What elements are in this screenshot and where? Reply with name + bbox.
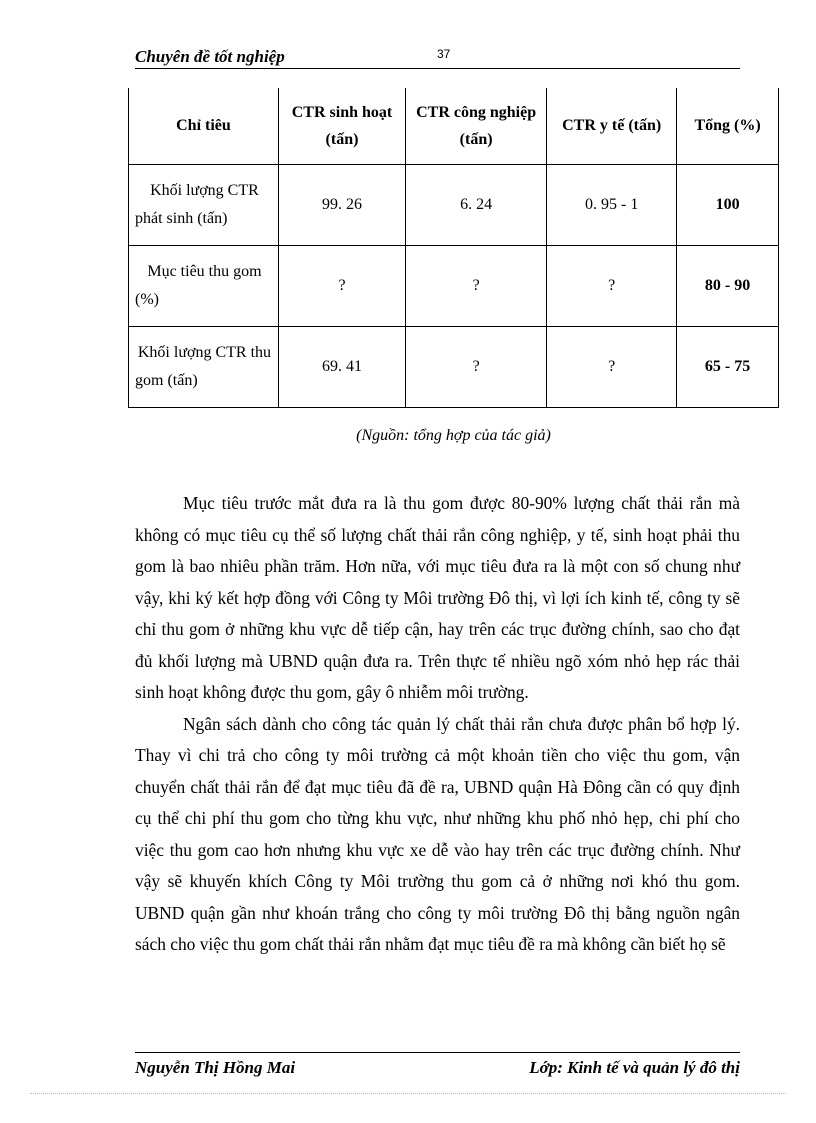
paragraph: Ngân sách dành cho công tác quản lý chất thải rắn chưa được phân bổ hợp lý. Thay vì chi trả cho công ty môi trường cả một khoản tiền cho việc thu gom, vận chuyển chất thải rắn để đạt mục tiêu đã đề ra, UBND quận Hà Đông cần có quy định cụ thể chi phí thu gom cho từng khu vực, như những khu phố nhỏ hẹp, chi phí cho việc thu gom cao hơn nhưng khu vực xe dễ vào hay trên các trục đường chính. Như vậy sẽ khuyến khích Công ty Môi trường thu gom cả ở những nơi khó thu gom. UBND quận gần như khoán trắng cho công ty môi trường Đô thị bằng nguồn ngân sách cho việc thu gom chất thải rắn nhằm đạt mục tiêu đề ra mà không cần biết họ sẽ xyxy=(135,713,740,954)
table-row xyxy=(129,246,779,327)
header-title: Chuyên đề tốt nghiệp xyxy=(135,47,285,66)
table-cell: ? xyxy=(406,246,547,327)
table-cell: ? xyxy=(406,327,547,408)
column-header: CTR công nghiệp (tấn) xyxy=(406,88,547,165)
row-label: Khối lượng CTR phát sinh (tấn) xyxy=(129,165,279,246)
table-row xyxy=(129,165,779,246)
body-text xyxy=(135,488,740,961)
column-header: CTR y tế (tấn) xyxy=(547,88,677,165)
table-source-note: (Nguồn: tổng hợp của tác giả) xyxy=(356,427,551,444)
column-header: CTR sinh hoạt (tấn) xyxy=(278,88,405,165)
page-edge-divider xyxy=(30,1093,786,1094)
column-header: Tổng (%) xyxy=(677,88,779,165)
table-cell: ? xyxy=(547,327,677,408)
table-cell: 0. 95 - 1 xyxy=(547,165,677,246)
table-cell: ? xyxy=(547,246,677,327)
total-cell: 80 - 90 xyxy=(677,246,779,327)
page-number: 37 xyxy=(437,47,451,61)
total-cell: 100 xyxy=(677,165,779,246)
footer-class: Lớp: Kinh tế và quản lý đô thị xyxy=(529,1058,740,1077)
row-label: Mục tiêu thu gom (%) xyxy=(129,246,279,327)
header-rule xyxy=(135,68,740,69)
column-header: Chỉ tiêu xyxy=(129,88,279,165)
table-cell: ? xyxy=(278,246,405,327)
footer-author: Nguyễn Thị Hồng Mai xyxy=(135,1058,296,1077)
total-cell: 65 - 75 xyxy=(677,327,779,408)
table-cell: 6. 24 xyxy=(406,165,547,246)
row-label: Khối lượng CTR thu gom (tấn) xyxy=(129,327,279,408)
footer-rule xyxy=(135,1052,740,1053)
table-cell: 69. 41 xyxy=(278,327,405,408)
table-row xyxy=(129,327,779,408)
paragraph: Mục tiêu trước mắt đưa ra là thu gom được 80-90% lượng chất thải rắn mà không có mục tiêu cụ thể số lượng chất thải rắn công nghiệp, y tế, sinh hoạt phải thu gom là bao nhiêu phần trăm. Hơn nữa, với mục tiêu đưa ra là một con số chung như vậy, khi ký kết hợp đồng với Công ty Môi trường Đô thị, vì lợi ích kinh tế, công ty sẽ chỉ thu gom ở những khu vực dễ tiếp cận, hay trên các trục đường chính, sao cho đạt đủ khối lượng mà UBND quận đưa ra. Trên thực tế nhiều ngõ xóm nhỏ hẹp rác thải sinh hoạt không được thu gom, gây ô nhiễm môi trường. xyxy=(135,493,740,702)
data-table xyxy=(128,88,779,408)
table-header-row xyxy=(129,88,779,165)
table-cell: 99. 26 xyxy=(278,165,405,246)
